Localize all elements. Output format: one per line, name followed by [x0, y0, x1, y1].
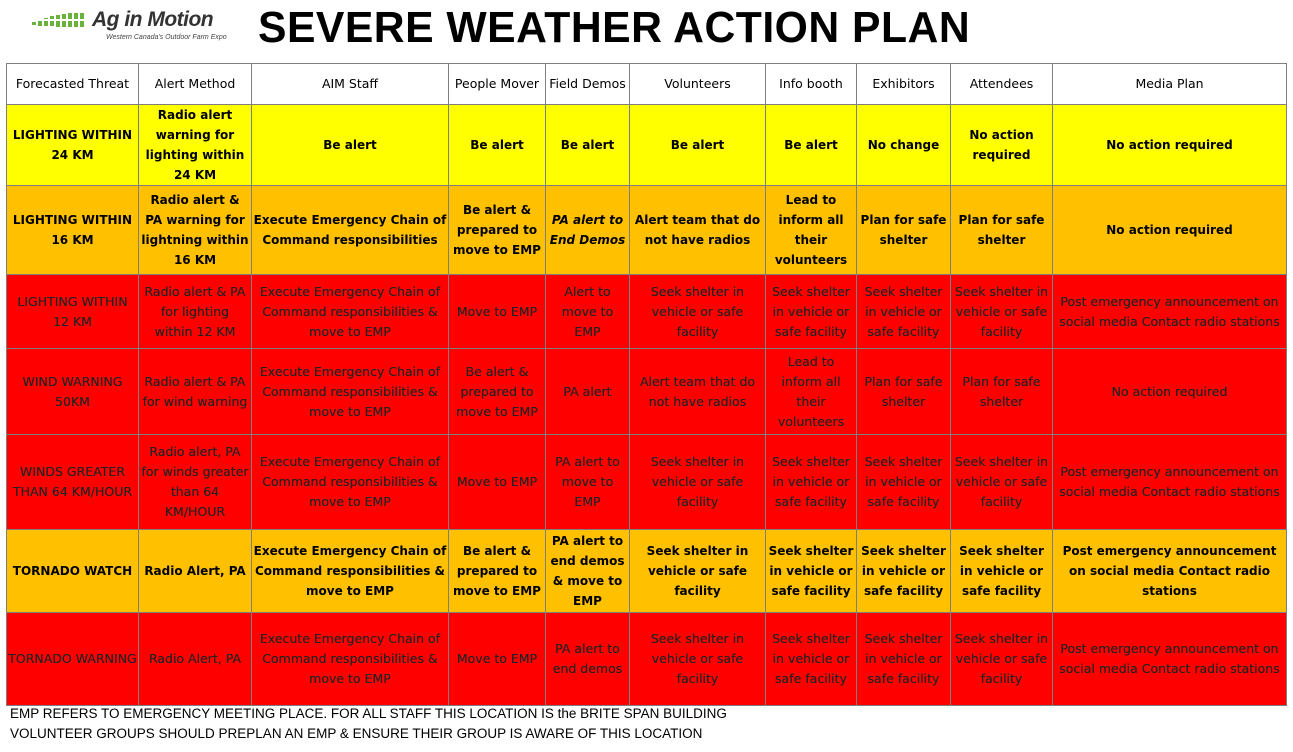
alert-method-cell: Radio Alert, PA: [139, 530, 252, 613]
info-booth-cell: Seek shelter in vehicle or safe facility: [766, 275, 857, 349]
alert-method-cell: Radio alert & PA warning for lightning within 16 KM: [139, 186, 252, 275]
people-mover-cell: Move to EMP: [449, 613, 546, 706]
table-row: [7, 275, 1287, 349]
alert-method-cell: Radio alert warning for lighting within 24 KM: [139, 105, 252, 186]
info-booth-cell: Seek shelter in vehicle or safe facility: [766, 613, 857, 706]
volunteers-cell: Seek shelter in vehicle or safe facility: [630, 530, 766, 613]
aim-staff-cell: Execute Emergency Chain of Command responsibilities & move to EMP: [252, 349, 449, 435]
exhibitors-cell: Seek shelter in vehicle or safe facility: [857, 530, 951, 613]
alert-method-cell: Radio alert & PA for wind warning: [139, 349, 252, 435]
volunteers-cell: Seek shelter in vehicle or safe facility: [630, 275, 766, 349]
table-row: [7, 530, 1287, 613]
media-plan-cell: Post emergency announcement on social media Contact radio stations: [1053, 275, 1287, 349]
exhibitors-cell: Seek shelter in vehicle or safe facility: [857, 275, 951, 349]
threat-cell: LIGHTING WITHIN 12 KM: [7, 275, 139, 349]
alert-method-cell: Radio alert, PA for winds greater than 64 KM/HOUR: [139, 435, 252, 530]
col-people-mover: People Mover: [449, 64, 546, 105]
volunteers-cell: Seek shelter in vehicle or safe facility: [630, 435, 766, 530]
col-aim-staff: AIM Staff: [252, 64, 449, 105]
footnotes: [10, 704, 727, 744]
col-alert-method: Alert Method: [139, 64, 252, 105]
field-demos-cell: PA alert: [546, 349, 630, 435]
field-demos-cell: PA alert to end demos & move to EMP: [546, 530, 630, 613]
attendees-cell: No action required: [951, 105, 1053, 186]
col-attendees: Attendees: [951, 64, 1053, 105]
field-demos-cell: Be alert: [546, 105, 630, 186]
people-mover-cell: Be alert & prepared to move to EMP: [449, 530, 546, 613]
info-booth-cell: Be alert: [766, 105, 857, 186]
exhibitors-cell: Seek shelter in vehicle or safe facility: [857, 435, 951, 530]
aim-staff-cell: Execute Emergency Chain of Command responsibilities & move to EMP: [252, 435, 449, 530]
exhibitors-cell: Plan for safe shelter: [857, 186, 951, 275]
threat-cell: TORNADO WARNING: [7, 613, 139, 706]
attendees-cell: Seek shelter in vehicle or safe facility: [951, 530, 1053, 613]
people-mover-cell: Be alert: [449, 105, 546, 186]
table-row: [7, 435, 1287, 530]
field-demos-cell: PA alert to end demos: [546, 613, 630, 706]
info-booth-cell: Lead to inform all their volunteers: [766, 186, 857, 275]
attendees-cell: Seek shelter in vehicle or safe facility: [951, 435, 1053, 530]
alert-method-cell: Radio Alert, PA: [139, 613, 252, 706]
col-exhibitors: Exhibitors: [857, 64, 951, 105]
media-plan-cell: Post emergency announcement on social media Contact radio stations: [1053, 613, 1287, 706]
logo-name: Ag in Motion: [92, 8, 214, 31]
logo-stripes-icon: [30, 12, 90, 30]
info-booth-cell: Seek shelter in vehicle or safe facility: [766, 435, 857, 530]
ag-in-motion-logo: [30, 8, 230, 48]
info-booth-cell: Lead to inform all their volunteers: [766, 349, 857, 435]
people-mover-cell: Move to EMP: [449, 435, 546, 530]
table-row: [7, 186, 1287, 275]
table-row: [7, 105, 1287, 186]
col-volunteers: Volunteers: [630, 64, 766, 105]
alert-method-cell: Radio alert & PA for lighting within 12 KM: [139, 275, 252, 349]
volunteer-note: VOLUNTEER GROUPS SHOULD PREPLAN AN EMP & ENSURE THEIR GROUP IS AWARE OF THIS LOCATION: [10, 726, 703, 741]
info-booth-cell: Seek shelter in vehicle or safe facility: [766, 530, 857, 613]
people-mover-cell: Be alert & prepared to move to EMP: [449, 349, 546, 435]
aim-staff-cell: Execute Emergency Chain of Command responsibilities & move to EMP: [252, 530, 449, 613]
col-info-booth: Info booth: [766, 64, 857, 105]
exhibitors-cell: Plan for safe shelter: [857, 349, 951, 435]
volunteers-cell: Alert team that do not have radios: [630, 349, 766, 435]
attendees-cell: Plan for safe shelter: [951, 349, 1053, 435]
media-plan-cell: Post emergency announcement on social media Contact radio stations: [1053, 435, 1287, 530]
col-forecasted-threat: Forecasted Threat: [7, 64, 139, 105]
attendees-cell: Seek shelter in vehicle or safe facility: [951, 275, 1053, 349]
media-plan-cell: No action required: [1053, 186, 1287, 275]
aim-staff-cell: Execute Emergency Chain of Command responsibilities: [252, 186, 449, 275]
threat-cell: LIGHTING WITHIN 24 KM: [7, 105, 139, 186]
exhibitors-cell: No change: [857, 105, 951, 186]
threat-cell: WINDS GREATER THAN 64 KM/HOUR: [7, 435, 139, 530]
action-plan-table: [6, 63, 1287, 706]
media-plan-cell: No action required: [1053, 349, 1287, 435]
aim-staff-cell: Execute Emergency Chain of Command responsibilities & move to EMP: [252, 275, 449, 349]
threat-cell: LIGHTING WITHIN 16 KM: [7, 186, 139, 275]
col-media-plan: Media Plan: [1053, 64, 1287, 105]
media-plan-cell: No action required: [1053, 105, 1287, 186]
people-mover-cell: Move to EMP: [449, 275, 546, 349]
people-mover-cell: Be alert & prepared to move to EMP: [449, 186, 546, 275]
col-field-demos: Field Demos: [546, 64, 630, 105]
table-row: [7, 613, 1287, 706]
page-title: SEVERE WEATHER ACTION PLAN: [258, 3, 971, 52]
logo-tagline: Western Canada's Outdoor Farm Expo: [106, 34, 227, 41]
volunteers-cell: Be alert: [630, 105, 766, 186]
exhibitors-cell: Seek shelter in vehicle or safe facility: [857, 613, 951, 706]
field-demos-cell: PA alert to move to EMP: [546, 435, 630, 530]
volunteers-cell: Alert team that do not have radios: [630, 186, 766, 275]
field-demos-cell: PA alert to End Demos: [546, 186, 630, 275]
field-demos-cell: Alert to move to EMP: [546, 275, 630, 349]
aim-staff-cell: Execute Emergency Chain of Command responsibilities & move to EMP: [252, 613, 449, 706]
aim-staff-cell: Be alert: [252, 105, 449, 186]
attendees-cell: Plan for safe shelter: [951, 186, 1053, 275]
threat-cell: TORNADO WATCH: [7, 530, 139, 613]
header-row: [7, 64, 1287, 105]
volunteers-cell: Seek shelter in vehicle or safe facility: [630, 613, 766, 706]
attendees-cell: Seek shelter in vehicle or safe facility: [951, 613, 1053, 706]
table-row: [7, 349, 1287, 435]
threat-cell: WIND WARNING 50KM: [7, 349, 139, 435]
emp-note: EMP REFERS TO EMERGENCY MEETING PLACE. FOR ALL STAFF THIS LOCATION IS the BRITE SPAN BUILDING: [10, 706, 727, 721]
media-plan-cell: Post emergency announcement on social media Contact radio stations: [1053, 530, 1287, 613]
